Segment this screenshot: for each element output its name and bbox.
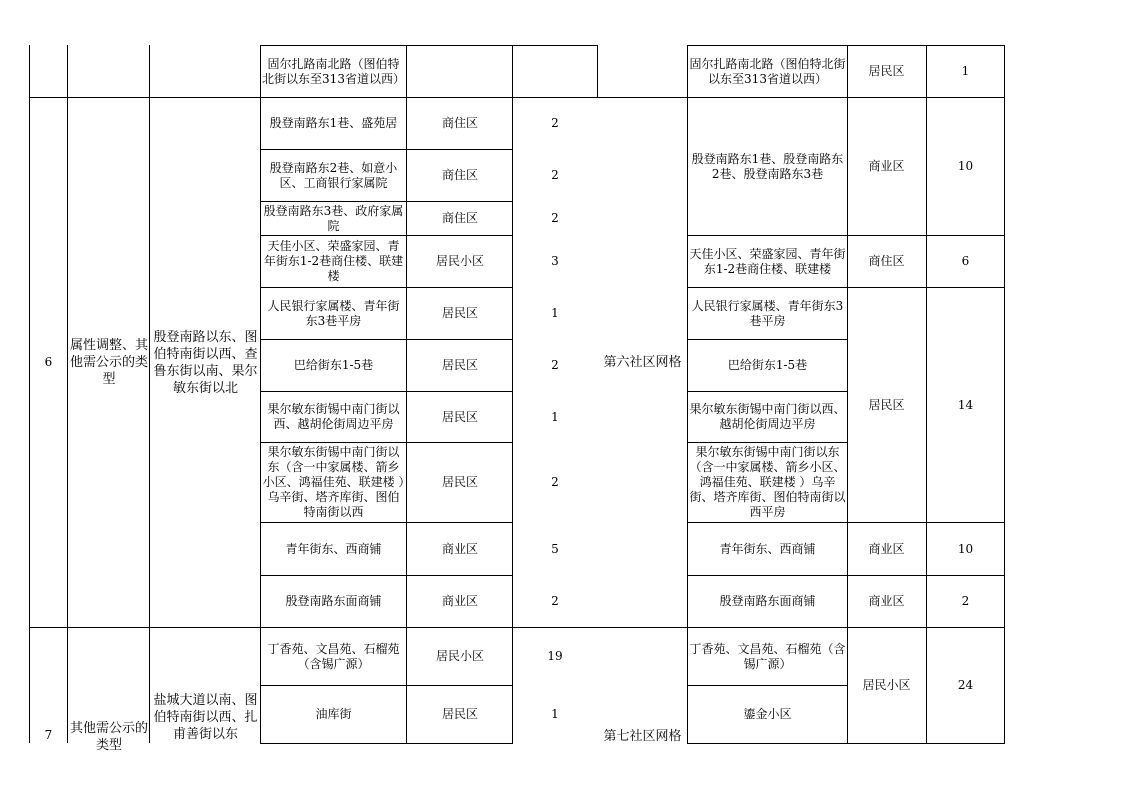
table-cell <box>408 628 512 685</box>
area-text: 果尔敏东街锡中南门街以东（含一中家属楼、箭乡小区、鸿福佳苑、联建楼 ）乌辛街、塔齐库街、图伯特南街以西平房 <box>689 445 846 519</box>
type-text: 商住区 <box>441 168 478 182</box>
table-cell <box>689 523 846 575</box>
type-text: 居民区 <box>868 64 905 78</box>
table-cell <box>513 576 597 627</box>
count-text: 2 <box>961 594 970 608</box>
table-cell <box>848 628 925 743</box>
type-text: 居民区 <box>441 475 478 489</box>
type-text: 居民区 <box>441 409 478 424</box>
table-cell <box>513 98 597 149</box>
count-text: 1 <box>551 707 559 721</box>
table-cell <box>262 288 405 339</box>
grid-line <box>1004 45 1005 743</box>
area-text: 人民银行家属楼、青年街东3巷平房 <box>691 298 844 328</box>
table-cell <box>513 443 597 522</box>
type-text: 商业区 <box>868 159 905 173</box>
area-text: 巴给街东1-5巷 <box>293 358 374 372</box>
table-cell <box>689 443 846 522</box>
table-cell <box>513 150 597 201</box>
type-text: 居民区 <box>441 707 478 721</box>
table-cell <box>408 443 512 522</box>
table-cell <box>151 98 260 627</box>
table-cell <box>689 340 846 391</box>
table-cell <box>262 392 405 442</box>
table-cell <box>598 728 687 748</box>
grid-name: 第六社区网格 <box>603 355 682 370</box>
table-cell <box>513 340 597 391</box>
table-cell <box>408 98 512 149</box>
count-text: 10 <box>957 159 974 173</box>
count-text: 2 <box>551 168 559 182</box>
table-cell <box>408 576 512 627</box>
area-text: 巴给街东1-5巷 <box>727 358 808 372</box>
table-cell <box>408 392 512 442</box>
table-cell <box>927 98 1004 235</box>
table-cell <box>848 236 925 287</box>
area-text: 果尔敏东街锡中南门街以西、越胡伦街周边平房 <box>267 402 400 431</box>
table-cell <box>262 686 405 743</box>
table-cell <box>408 340 512 391</box>
table-cell <box>848 46 925 97</box>
area-text: 固尔扎路南北路（图伯特北街以东至313省道以西） <box>689 56 846 86</box>
area-text: 丁香苑、文昌苑、石榴苑（含锡广源） <box>267 641 400 671</box>
area-text: 殷登南路东面商铺 <box>719 594 816 608</box>
table-cell <box>689 288 846 339</box>
count-text: 14 <box>957 397 974 412</box>
area-text: 人民银行家属楼、青年街东3巷平房 <box>267 298 400 328</box>
type-text: 商业区 <box>868 541 905 556</box>
table-cell <box>927 46 1004 97</box>
table-cell <box>689 686 846 743</box>
table-cell <box>408 288 512 339</box>
table-cell <box>262 236 405 287</box>
table-cell <box>30 728 67 758</box>
table-cell <box>848 98 925 235</box>
table-cell <box>689 392 846 442</box>
count-text: 1 <box>551 409 559 424</box>
area-text: 殷登南路东3巷、政府家属院 <box>263 203 404 233</box>
table-cell <box>262 628 405 685</box>
table-cell <box>69 720 149 753</box>
table-cell <box>848 576 925 627</box>
table-cell <box>513 686 597 743</box>
table-cell <box>689 628 846 685</box>
area-text: 果尔敏东街锡中南门街以东（含一中家属楼、箭乡小区、鸿福佳苑、联建楼 ）乌辛街、塔齐库街、图伯特南街以西 <box>262 445 405 519</box>
range-text: 殷登南路以东、图伯特南街以西、查鲁东街以南、果尔敏东街以北 <box>153 329 258 396</box>
area-text: 殷登南路东面商铺 <box>285 594 382 608</box>
area-text: 油库街 <box>315 707 352 721</box>
table-cell <box>513 236 597 287</box>
table-cell <box>927 576 1004 627</box>
table-cell <box>262 46 405 97</box>
grid-line <box>597 45 598 98</box>
area-text: 青年街东、西商铺 <box>285 541 382 556</box>
category-text: 属性调整、其他需公示的类型 <box>69 338 148 387</box>
type-text: 商业区 <box>441 594 478 608</box>
count-text: 10 <box>957 541 974 556</box>
count-text: 24 <box>957 678 974 692</box>
table-cell <box>262 576 405 627</box>
table-cell <box>848 288 925 522</box>
area-text: 殷登南路东1巷、殷登南路东2巷、殷登南路东3巷 <box>691 151 844 181</box>
range-text: 盐城大道以南、图伯特南街以西、扎甫善街以东 <box>153 693 258 742</box>
table-cell <box>408 523 512 575</box>
count-text: 2 <box>551 116 559 130</box>
table-cell <box>513 628 597 685</box>
table-cell <box>262 443 405 522</box>
count-text: 2 <box>551 475 559 489</box>
grid-line <box>260 743 513 744</box>
area-text: 殷登南路东1巷、盛苑居 <box>269 116 398 130</box>
table-cell <box>600 98 685 627</box>
table-cell <box>513 523 597 575</box>
count-text: 5 <box>551 541 559 556</box>
table-cell <box>513 288 597 339</box>
row-number: 6 <box>44 355 53 369</box>
area-text: 固尔扎路南北路（图伯特北街以东至313省道以西） <box>262 56 405 86</box>
table-cell <box>262 523 405 575</box>
count-text: 2 <box>551 594 559 608</box>
type-text: 商住区 <box>441 211 478 225</box>
area-text: 果尔敏东街锡中南门街以西、越胡伦街周边平房 <box>689 402 846 431</box>
table-cell <box>513 202 597 235</box>
area-text: 天佳小区、荣盛家园、青年街东1-2巷商住楼、联建楼 <box>689 246 846 276</box>
type-text: 居民小区 <box>435 649 484 663</box>
table-cell <box>689 236 846 287</box>
grid-line <box>67 45 68 743</box>
table-cell <box>927 236 1004 287</box>
type-text: 居民区 <box>441 358 478 372</box>
area-text: 鎏金小区 <box>743 707 792 721</box>
grid-line <box>149 45 150 743</box>
table-cell <box>408 236 512 287</box>
row-number: 7 <box>44 728 53 742</box>
count-text: 3 <box>551 254 559 268</box>
grid-name: 第七社区网格 <box>603 729 682 744</box>
table-cell <box>262 202 405 235</box>
grid-line <box>687 743 1005 744</box>
table-cell <box>848 523 925 575</box>
table-cell <box>262 150 405 201</box>
type-text: 商业区 <box>441 541 478 556</box>
category-text: 其他需公示的类型 <box>69 721 148 753</box>
count-text: 2 <box>551 358 559 372</box>
type-text: 商住区 <box>441 116 478 130</box>
table-cell <box>408 686 512 743</box>
table-cell <box>513 392 597 442</box>
area-text: 天佳小区、荣盛家园、青年街东1-2巷商住楼、联建楼 <box>263 239 404 283</box>
table-cell <box>408 150 512 201</box>
table-cell <box>262 98 405 149</box>
type-text: 居民区 <box>868 397 905 412</box>
table-cell <box>30 98 67 627</box>
table-cell <box>689 576 846 627</box>
table-cell <box>927 523 1004 575</box>
count-text: 1 <box>961 64 970 78</box>
table-cell <box>689 46 846 97</box>
count-text: 2 <box>551 211 559 225</box>
table-cell <box>689 98 846 235</box>
table-cell <box>69 98 149 627</box>
type-text: 商住区 <box>868 254 905 268</box>
table-cell <box>151 692 260 743</box>
grid-line <box>687 45 688 743</box>
count-text: 6 <box>961 254 970 268</box>
type-text: 居民小区 <box>862 678 911 692</box>
area-text: 丁香苑、文昌苑、石榴苑（含锡广源） <box>689 641 846 671</box>
type-text: 居民小区 <box>435 254 484 268</box>
area-text: 青年街东、西商铺 <box>719 541 816 556</box>
table-cell <box>408 202 512 235</box>
count-text: 1 <box>551 306 559 320</box>
table-cell <box>927 628 1004 743</box>
type-text: 商业区 <box>868 594 905 608</box>
type-text: 居民区 <box>441 306 478 320</box>
count-text: 19 <box>547 649 563 663</box>
table-cell <box>927 288 1004 522</box>
area-text: 殷登南路东2巷、如意小区、工商银行家属院 <box>269 160 398 190</box>
table-cell <box>262 340 405 391</box>
